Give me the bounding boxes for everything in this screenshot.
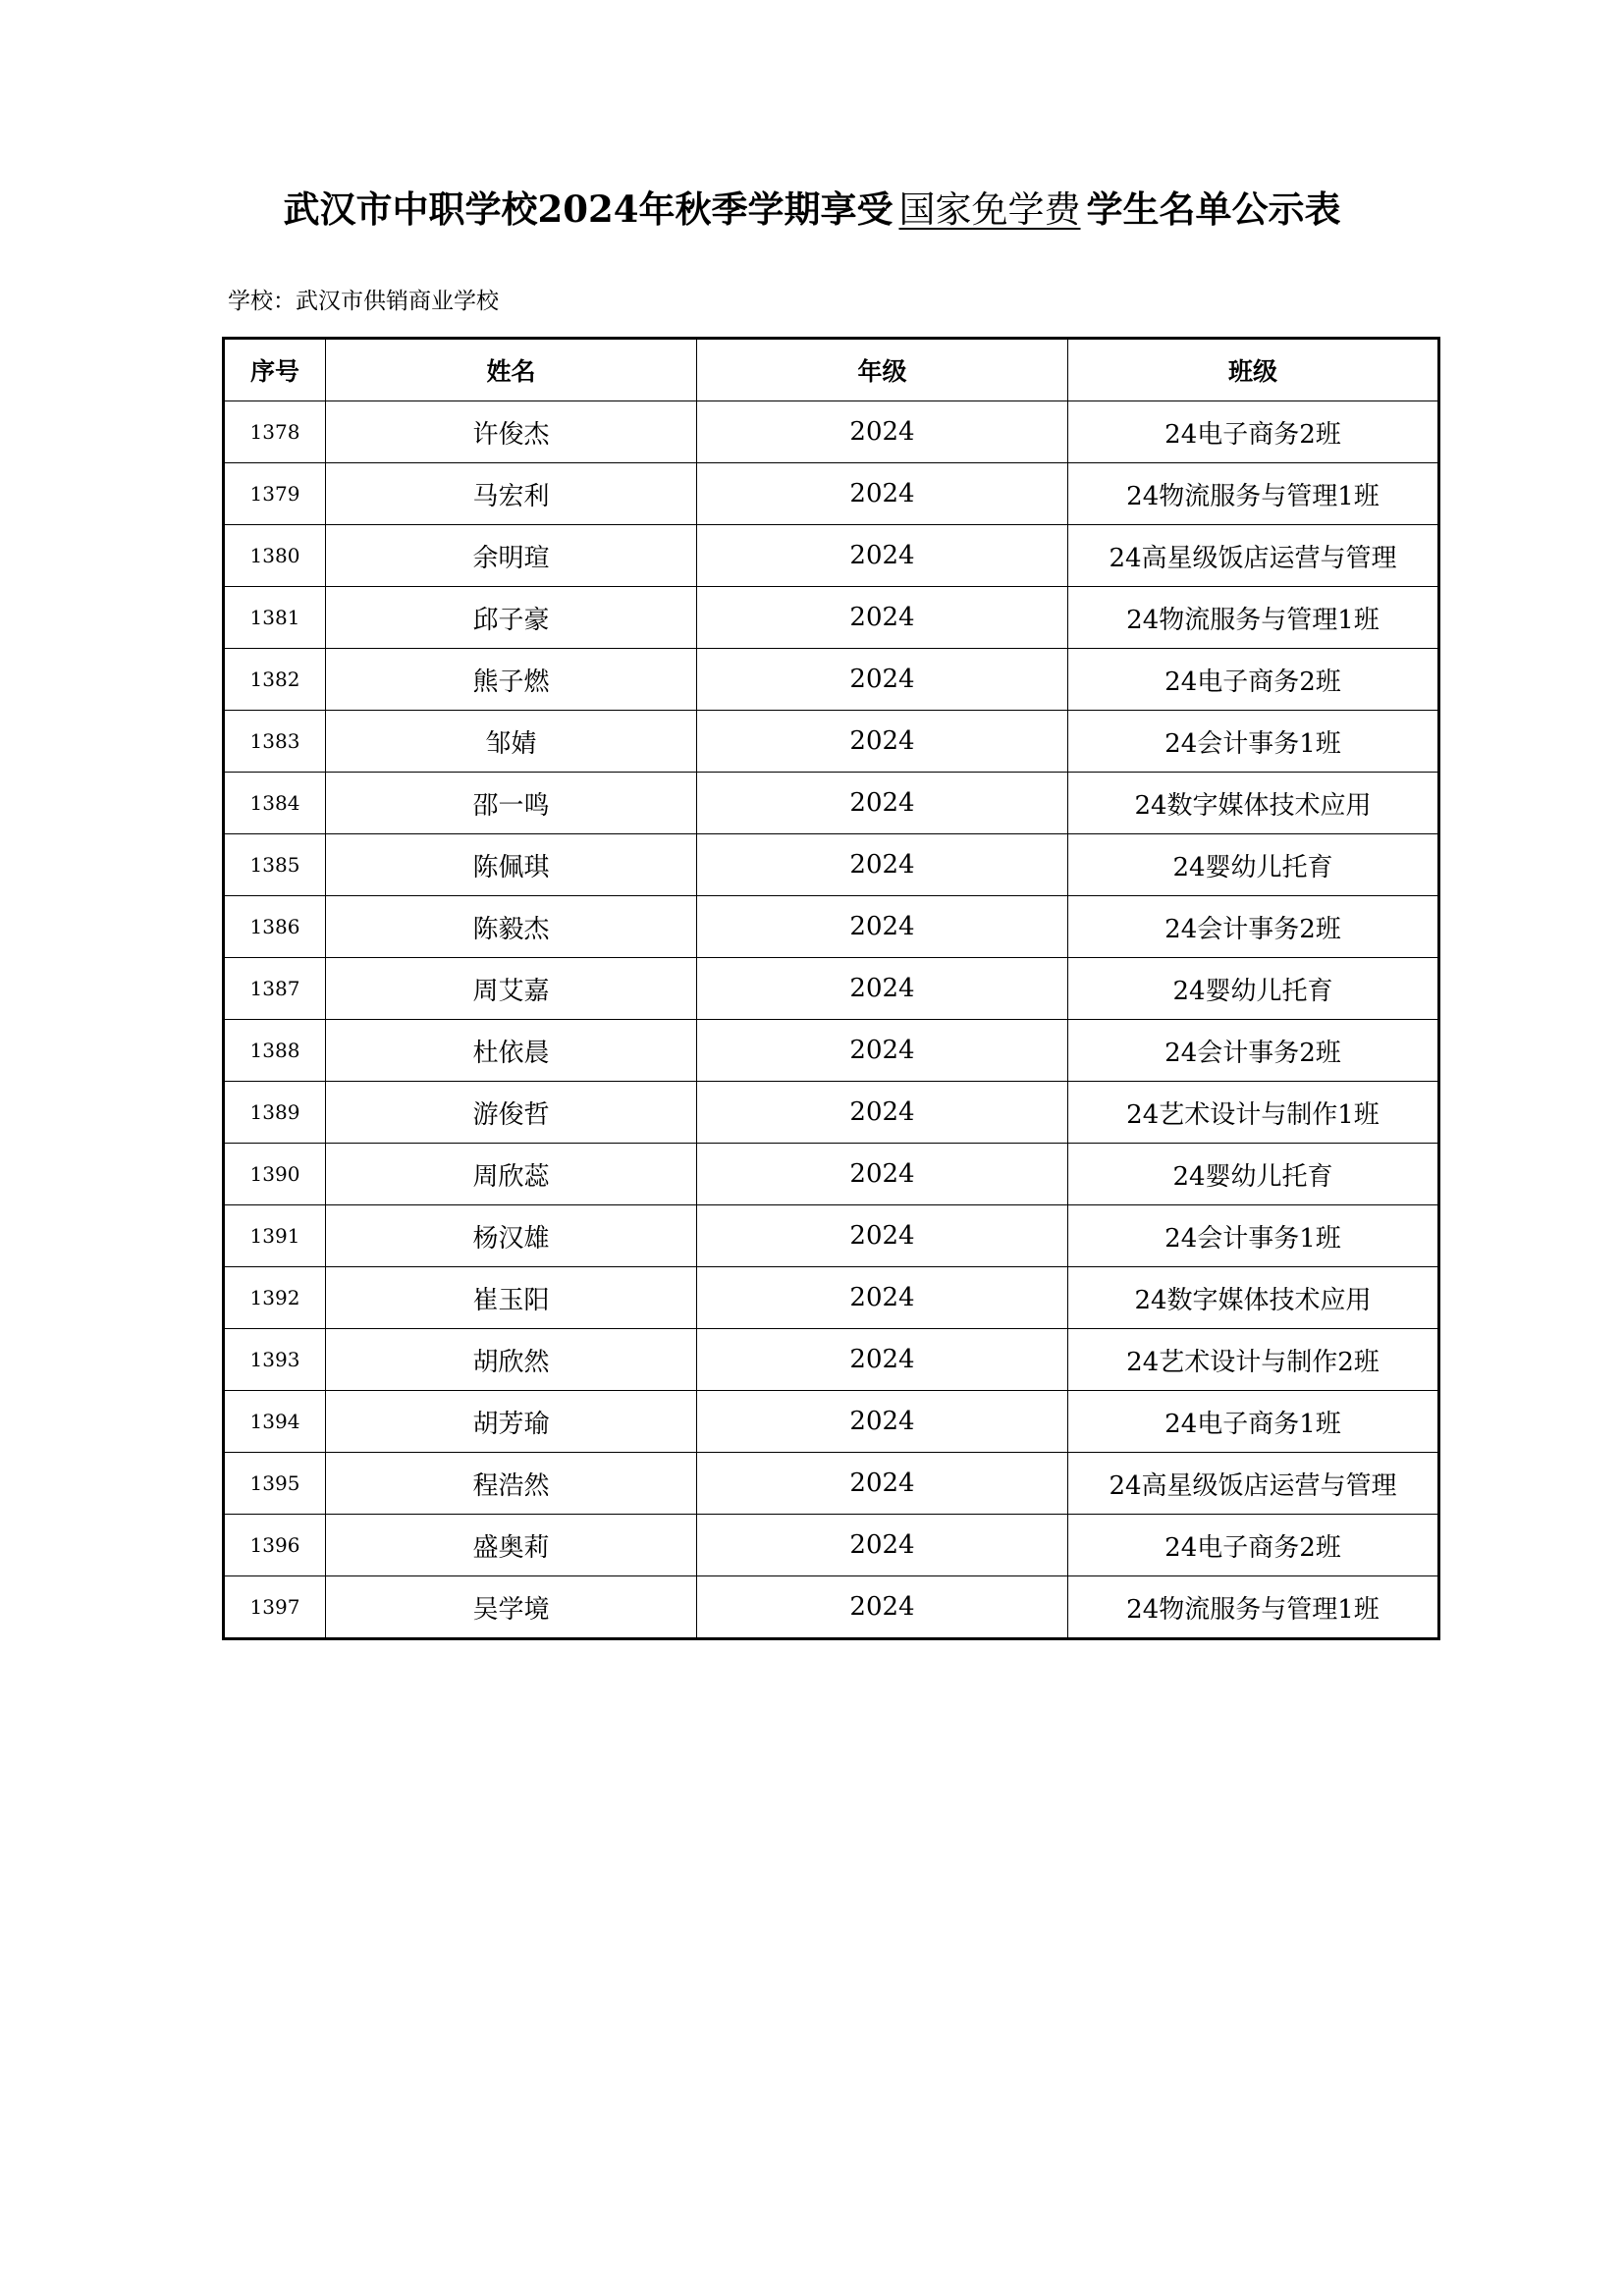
name-cell: 熊子燃 — [326, 649, 697, 711]
seq-cell: 1394 — [224, 1391, 326, 1453]
seq-cell: 1379 — [224, 463, 326, 525]
seq-cell: 1393 — [224, 1329, 326, 1391]
seq-cell: 1389 — [224, 1082, 326, 1144]
name-cell: 程浩然 — [326, 1453, 697, 1515]
table-row — [224, 1020, 1439, 1082]
name-cell: 杜依晨 — [326, 1020, 697, 1082]
class-cell: 24数字媒体技术应用 — [1068, 773, 1439, 834]
table-row — [224, 711, 1439, 773]
grade-cell: 2024 — [697, 1576, 1068, 1639]
school-line — [228, 287, 499, 316]
name-cell: 许俊杰 — [326, 401, 697, 463]
class-cell: 24电子商务1班 — [1068, 1391, 1439, 1453]
header-grade: 年级 — [697, 339, 1068, 401]
name-cell: 周艾嘉 — [326, 958, 697, 1020]
header-class: 班级 — [1068, 339, 1439, 401]
class-cell: 24高星级饭店运营与管理 — [1068, 1453, 1439, 1515]
table-row — [224, 1576, 1439, 1639]
seq-cell: 1386 — [224, 896, 326, 958]
header-row — [224, 339, 1439, 401]
grade-cell: 2024 — [697, 1082, 1068, 1144]
table-row — [224, 958, 1439, 1020]
table-row — [224, 1144, 1439, 1205]
seq-cell: 1387 — [224, 958, 326, 1020]
class-cell: 24高星级饭店运营与管理 — [1068, 525, 1439, 587]
table-row — [224, 649, 1439, 711]
title-suffix: 学生名单公示表 — [1086, 187, 1341, 231]
table-row — [224, 1515, 1439, 1576]
name-cell: 马宏利 — [326, 463, 697, 525]
name-cell: 余明瑄 — [326, 525, 697, 587]
grade-cell: 2024 — [697, 587, 1068, 649]
class-cell: 24艺术设计与制作1班 — [1068, 1082, 1439, 1144]
school-label: 学校： — [228, 289, 296, 314]
name-cell: 吴学境 — [326, 1576, 697, 1639]
seq-cell: 1388 — [224, 1020, 326, 1082]
class-cell: 24物流服务与管理1班 — [1068, 463, 1439, 525]
seq-cell: 1385 — [224, 834, 326, 896]
school-name: 武汉市供销商业学校 — [296, 289, 499, 314]
name-cell: 陈毅杰 — [326, 896, 697, 958]
table-row — [224, 1267, 1439, 1329]
class-cell: 24会计事务2班 — [1068, 896, 1439, 958]
grade-cell: 2024 — [697, 1453, 1068, 1515]
seq-cell: 1383 — [224, 711, 326, 773]
name-cell: 邹婧 — [326, 711, 697, 773]
grade-cell: 2024 — [697, 711, 1068, 773]
grade-cell: 2024 — [697, 1267, 1068, 1329]
table-row — [224, 1082, 1439, 1144]
class-cell: 24婴幼儿托育 — [1068, 958, 1439, 1020]
seq-cell: 1384 — [224, 773, 326, 834]
header-seq: 序号 — [224, 339, 326, 401]
class-cell: 24婴幼儿托育 — [1068, 834, 1439, 896]
seq-cell: 1382 — [224, 649, 326, 711]
page-title — [0, 185, 1624, 235]
grade-cell: 2024 — [697, 1144, 1068, 1205]
table-row — [224, 773, 1439, 834]
table-row — [224, 463, 1439, 525]
grade-cell: 2024 — [697, 1391, 1068, 1453]
class-cell: 24婴幼儿托育 — [1068, 1144, 1439, 1205]
name-cell: 周欣蕊 — [326, 1144, 697, 1205]
seq-cell: 1378 — [224, 401, 326, 463]
name-cell: 胡欣然 — [326, 1329, 697, 1391]
student-roster-table — [222, 337, 1440, 1640]
table-header — [224, 339, 1439, 401]
table-row — [224, 1453, 1439, 1515]
class-cell: 24电子商务2班 — [1068, 401, 1439, 463]
seq-cell: 1397 — [224, 1576, 326, 1639]
table-row — [224, 525, 1439, 587]
seq-cell: 1392 — [224, 1267, 326, 1329]
seq-cell: 1381 — [224, 587, 326, 649]
table-body — [224, 401, 1439, 1639]
class-cell: 24会计事务1班 — [1068, 711, 1439, 773]
class-cell: 24物流服务与管理1班 — [1068, 1576, 1439, 1639]
grade-cell: 2024 — [697, 1329, 1068, 1391]
class-cell: 24会计事务1班 — [1068, 1205, 1439, 1267]
class-cell: 24会计事务2班 — [1068, 1020, 1439, 1082]
class-cell: 24电子商务2班 — [1068, 649, 1439, 711]
class-cell: 24物流服务与管理1班 — [1068, 587, 1439, 649]
table-row — [224, 1391, 1439, 1453]
class-cell: 24艺术设计与制作2班 — [1068, 1329, 1439, 1391]
name-cell: 胡芳瑜 — [326, 1391, 697, 1453]
seq-cell: 1390 — [224, 1144, 326, 1205]
table-row — [224, 587, 1439, 649]
table-row — [224, 896, 1439, 958]
name-cell: 游俊哲 — [326, 1082, 697, 1144]
table-row — [224, 1329, 1439, 1391]
grade-cell: 2024 — [697, 1205, 1068, 1267]
grade-cell: 2024 — [697, 1020, 1068, 1082]
seq-cell: 1396 — [224, 1515, 326, 1576]
table-row — [224, 1205, 1439, 1267]
class-cell: 24数字媒体技术应用 — [1068, 1267, 1439, 1329]
header-name: 姓名 — [326, 339, 697, 401]
class-cell: 24电子商务2班 — [1068, 1515, 1439, 1576]
grade-cell: 2024 — [697, 525, 1068, 587]
seq-cell: 1380 — [224, 525, 326, 587]
grade-cell: 2024 — [697, 649, 1068, 711]
seq-cell: 1391 — [224, 1205, 326, 1267]
table-row — [224, 401, 1439, 463]
name-cell: 盛奥莉 — [326, 1515, 697, 1576]
name-cell: 邱子豪 — [326, 587, 697, 649]
title-subsidy-type: 国家免学费 — [898, 188, 1081, 231]
grade-cell: 2024 — [697, 834, 1068, 896]
table-row — [224, 834, 1439, 896]
grade-cell: 2024 — [697, 773, 1068, 834]
name-cell: 杨汉雄 — [326, 1205, 697, 1267]
grade-cell: 2024 — [697, 401, 1068, 463]
grade-cell: 2024 — [697, 958, 1068, 1020]
title-prefix: 武汉市中职学校2024年秋季学期享受 — [283, 187, 893, 231]
name-cell: 崔玉阳 — [326, 1267, 697, 1329]
grade-cell: 2024 — [697, 1515, 1068, 1576]
grade-cell: 2024 — [697, 463, 1068, 525]
name-cell: 邵一鸣 — [326, 773, 697, 834]
grade-cell: 2024 — [697, 896, 1068, 958]
seq-cell: 1395 — [224, 1453, 326, 1515]
name-cell: 陈佩琪 — [326, 834, 697, 896]
